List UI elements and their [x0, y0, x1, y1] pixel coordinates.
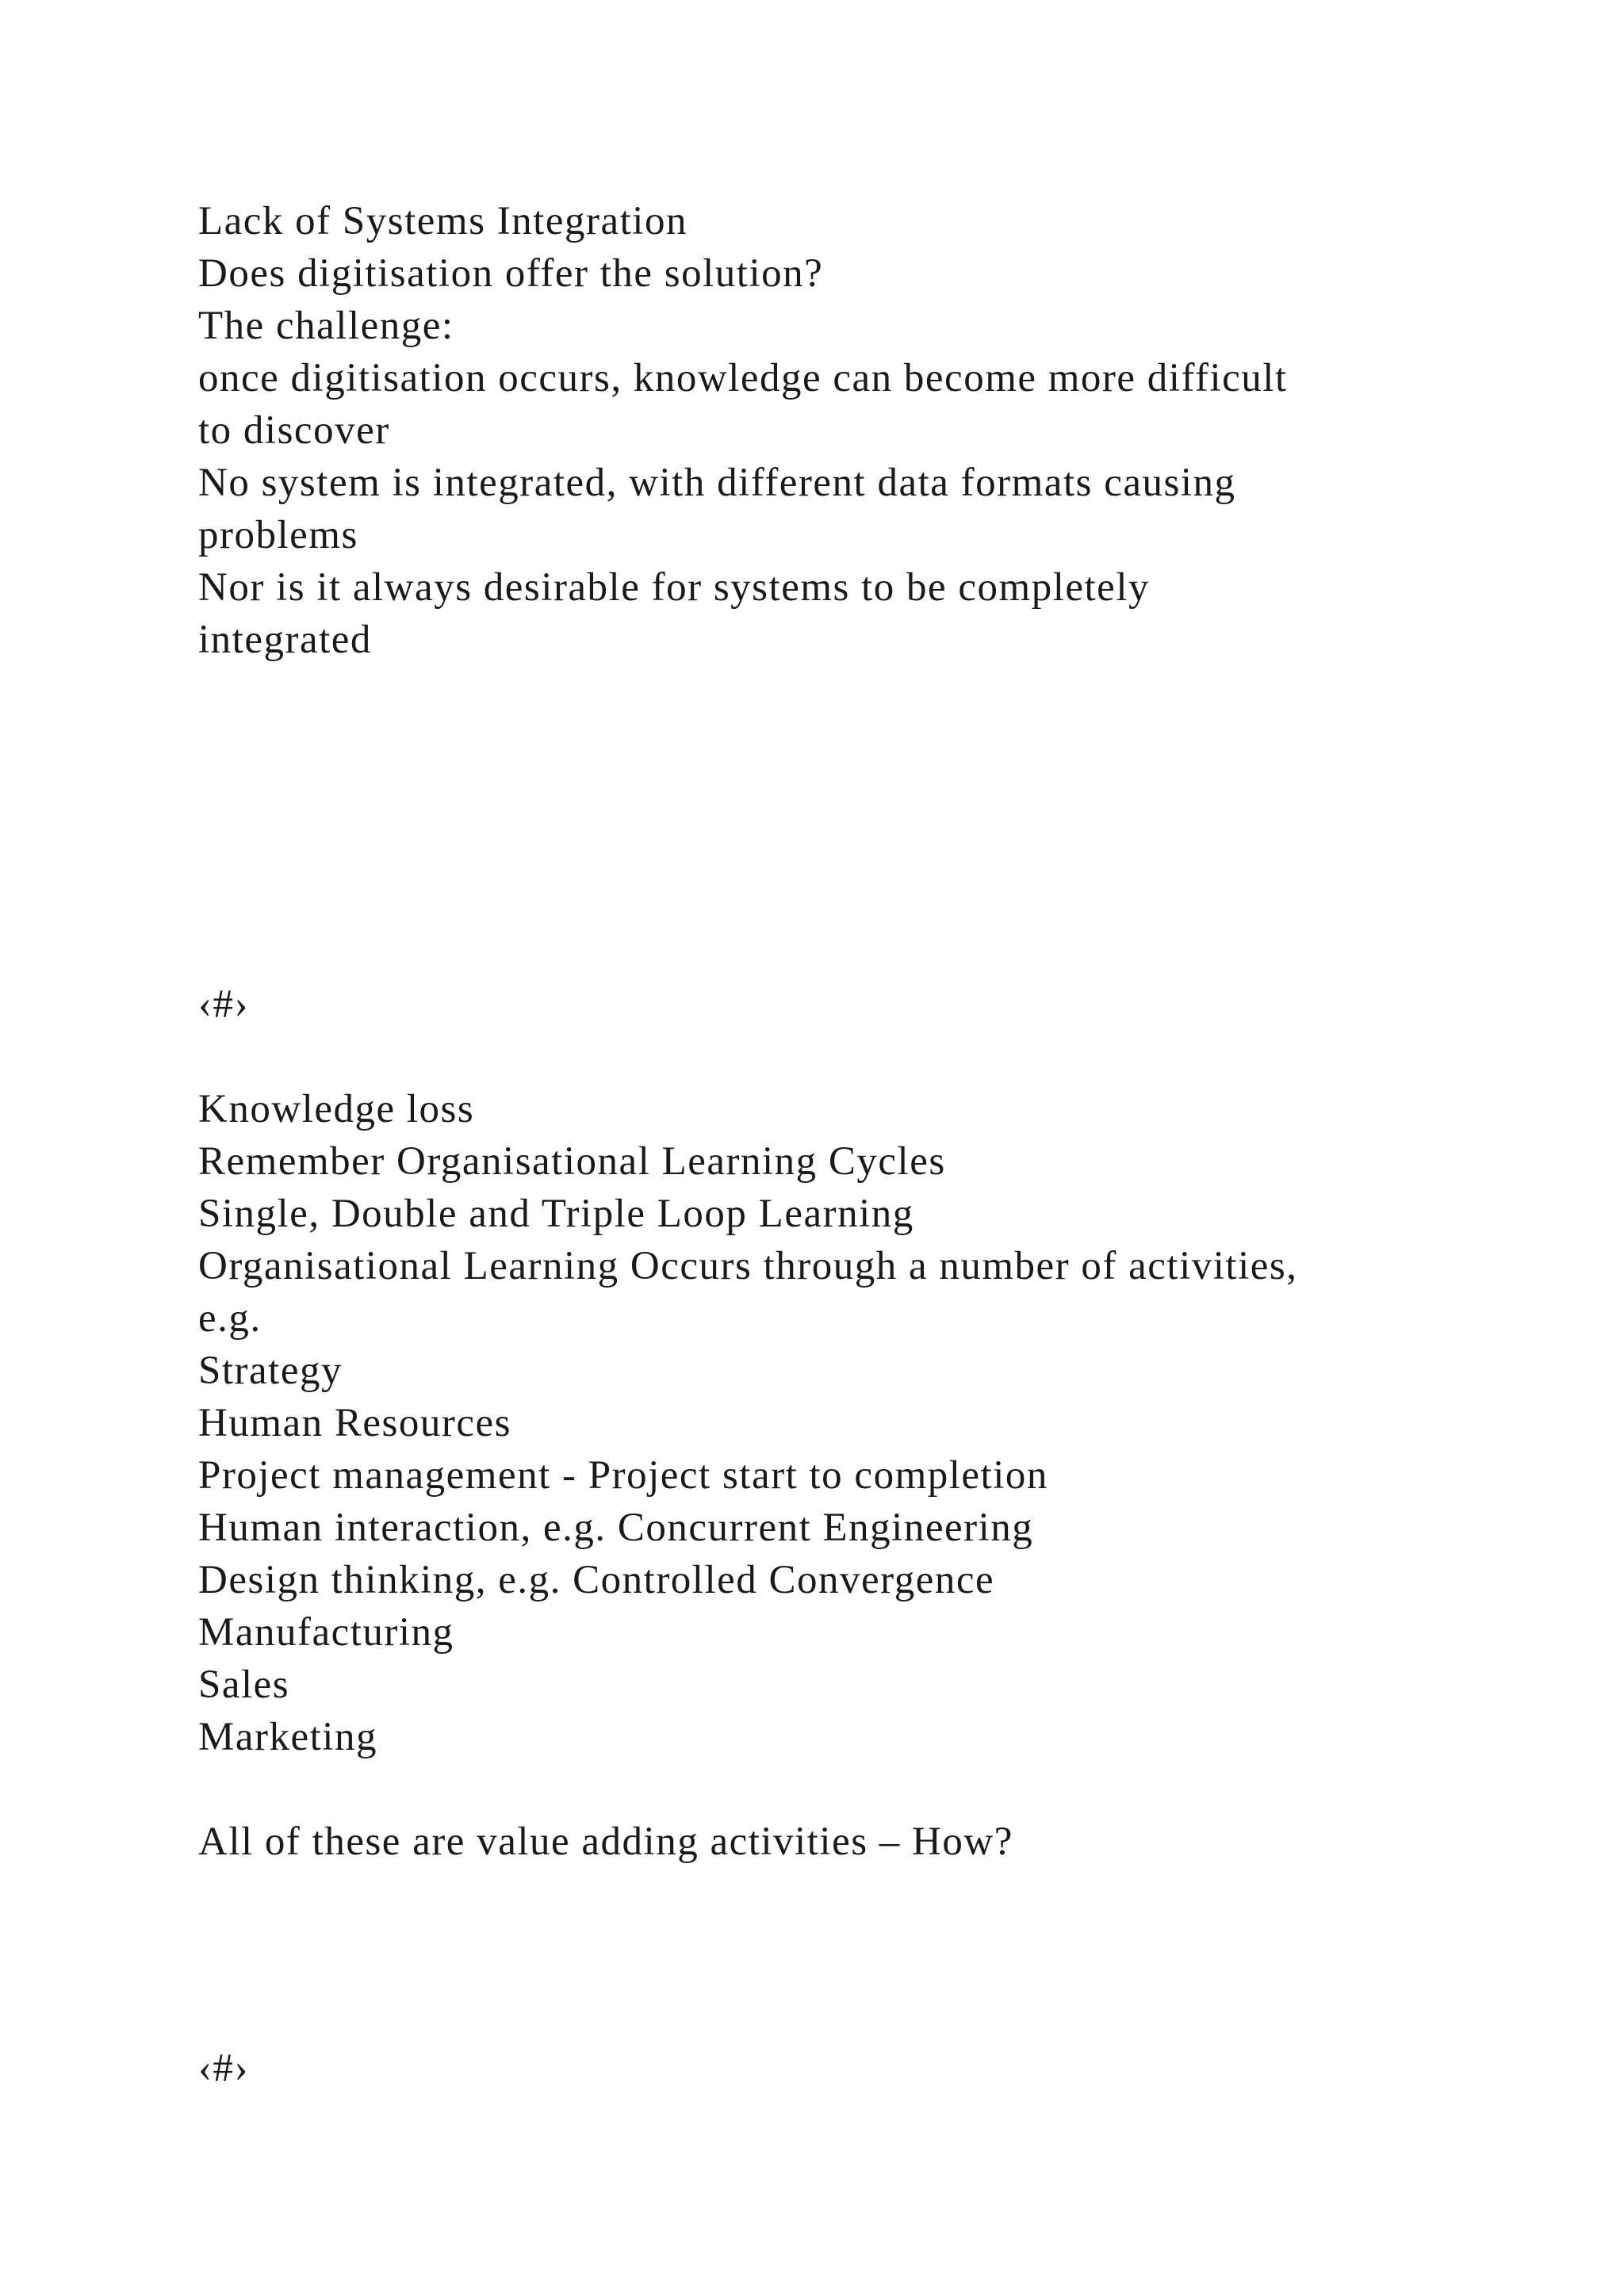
text-line: Nor is it always desirable for systems to be completely: [198, 565, 1150, 610]
slide-number-placeholder: [198, 978, 1435, 1031]
slide-number-text: ‹#›: [198, 2046, 249, 2091]
text-line: once digitisation occurs, knowledge can become more difficult: [198, 356, 1288, 400]
text-line: The challenge:: [198, 304, 454, 348]
list-item: Manufacturing: [198, 1610, 454, 1655]
blank-line: [198, 1763, 1435, 1816]
section-knowledge-loss: [198, 1083, 1435, 1868]
section-title: Lack of Systems Integration: [198, 199, 688, 243]
text-line: integrated: [198, 618, 372, 662]
text-line: Does digitisation offer the solution?: [198, 251, 824, 296]
closing-question: All of these are value adding activities – How?: [198, 1820, 1013, 1864]
text-line: to discover: [198, 408, 390, 453]
text-line: e.g.: [198, 1296, 262, 1341]
section-title: Knowledge loss: [198, 1087, 475, 1131]
list-item: Sales: [198, 1663, 290, 1707]
text-line: Remember Organisational Learning Cycles: [198, 1139, 946, 1184]
text-line: No system is integrated, with different data formats causing: [198, 461, 1236, 505]
list-item: Human Resources: [198, 1401, 511, 1445]
list-item: Strategy: [198, 1349, 343, 1393]
list-item: Project management - Project start to completion: [198, 1453, 1048, 1498]
list-item: Marketing: [198, 1715, 377, 1759]
list-item: Design thinking, e.g. Controlled Convergence: [198, 1558, 995, 1602]
text-line: Organisational Learning Occurs through a number of activities,: [198, 1244, 1298, 1288]
section-systems-integration: [198, 195, 1435, 666]
text-line: Single, Double and Triple Loop Learning: [198, 1192, 914, 1236]
text-line: problems: [198, 513, 358, 557]
slide-number-text: ‹#›: [198, 982, 249, 1027]
slide-number-placeholder: [198, 2042, 1435, 2095]
list-item: Human interaction, e.g. Concurrent Engineering: [198, 1506, 1034, 1550]
